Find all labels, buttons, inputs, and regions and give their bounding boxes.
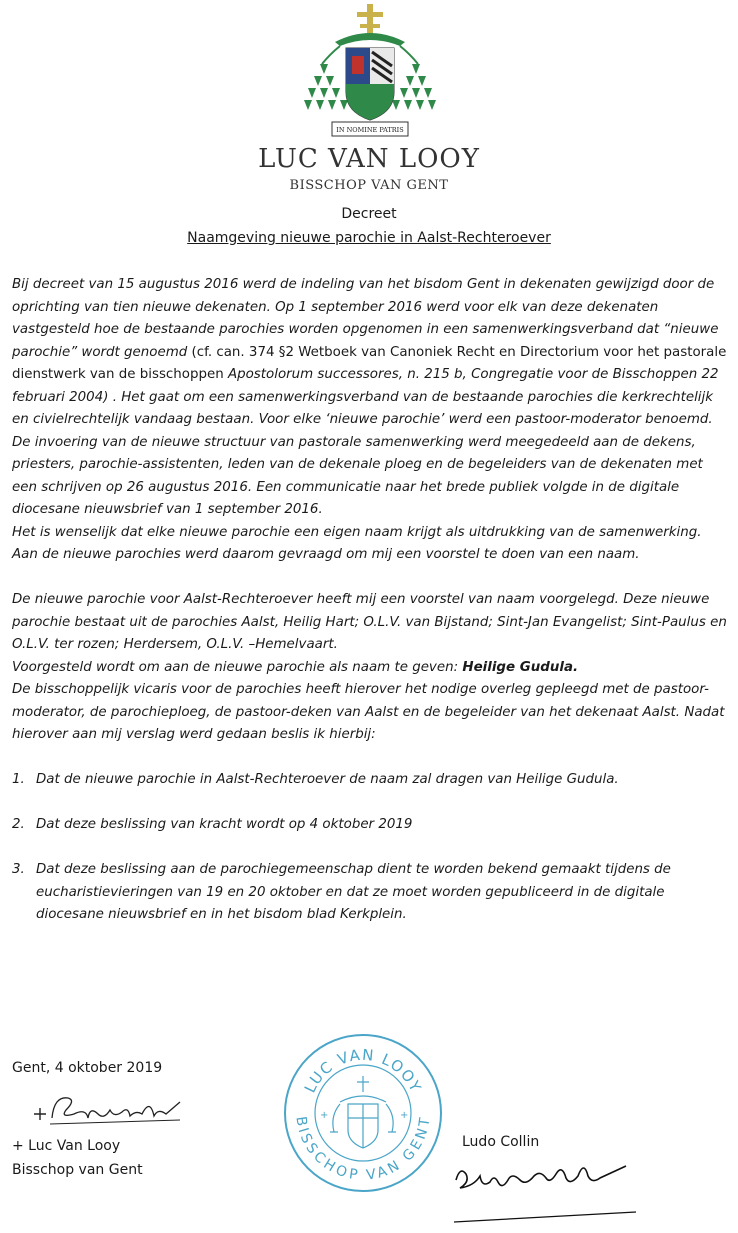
- official-stamp-icon: [282, 1032, 444, 1194]
- svg-text:+: +: [320, 1110, 329, 1121]
- co-signer-signature-icon: [450, 1152, 640, 1227]
- motto-text: IN NOMINE PATRIS: [336, 126, 404, 134]
- list-item: 3. Dat deze beslissing aan de parochiegemeenschap dient te worden bekend gemaakt tijdens de eucharistievieringen van 19 en 20 oktober en dat ze moet worden gepubliceerd in de digitale diocesane nieuwsbrief en in het bisdom blad Kerkplein.: [12, 862, 671, 922]
- paragraph-3: Het is wenselijk dat elke nieuwe parochie een eigen naam krijgt als uitdrukking van de samenwerking. Aan de nieuwe parochies werd daarom gevraagd om mij een voorstel te doen van een naam.: [12, 524, 702, 562]
- document-type: Decreet: [341, 206, 397, 222]
- paragraph-6: De bisschoppelijk vicaris voor de parochies heeft hierover het nodige overleg gepleegd met de pastoor-moderator, de parochieploeg, de pastoor-deken van Aalst en de begeleider van het dekenaat Aalst. Nadat hierover aan mij verslag werd gedaan beslis ik hierbij:: [12, 682, 725, 742]
- place-date: Gent, 4 oktober 2019: [12, 1060, 163, 1076]
- signer-name: + Luc Van Looy: [12, 1138, 121, 1154]
- list-item: 2. Dat deze beslissing van kracht wordt op 4 oktober 2019: [12, 817, 413, 832]
- signer-block: [12, 1134, 143, 1182]
- stamp-top-text: LUC VAN LOOY: [300, 1045, 426, 1096]
- paragraph-2: De invoering van de nieuwe structuur van pastorale samenwerking werd meegedeeld aan de dekens, priesters, parochie-assistenten, leden van de dekenale ploeg en de begeleiders van de dekenaten met een schrijven op 26 augustus 2016. Een communicatie naar het brede publiek volgde in de digitale diocesane nieuwsbrief van 1 september 2016.: [12, 434, 703, 517]
- svg-text:+: +: [400, 1110, 409, 1121]
- stamp-bottom-text: BISSCHOP VAN GENT: [292, 1115, 434, 1184]
- paragraph-4: De nieuwe parochie voor Aalst-Rechteroever heeft mij een voorstel van naam voorgelegd. Deze nieuwe parochie bestaat uit de parochies Aalst, Heilig Hart; O.L.V. van Bijstand; Sint-Jan Evangelist; Sint-Paulus en O.L.V. ter rozen; Herdersem, O.L.V. –Hemelvaart.: [12, 592, 727, 652]
- bishop-signature-icon: [30, 1088, 200, 1133]
- decision-list: [12, 769, 728, 927]
- bishop-name-heading: LUC VAN LOOY: [258, 144, 480, 174]
- paragraph-5: Voorgesteld wordt om aan de nieuwe parochie als naam te geven: Heilige Gudula.: [12, 659, 579, 675]
- decree-body: [12, 274, 728, 949]
- co-signer-name: Ludo Collin: [462, 1134, 540, 1150]
- document-subject: Naamgeving nieuwe parochie in Aalst-Rechteroever: [187, 230, 551, 246]
- list-item: 1. Dat de nieuwe parochie in Aalst-Rechteroever de naam zal dragen van Heilige Gudula.: [12, 772, 619, 787]
- coat-of-arms-icon: [300, 4, 440, 144]
- paragraph-1: Bij decreet van 15 augustus 2016 werd de indeling van het bisdom Gent in dekenaten gewijzigd door de oprichting van tien nieuwe dekenaten. Op 1 september 2016 werd voor elk van deze dekenaten vastgesteld hoe de bestaande parochies worden opgenomen in een samenwerkingsverband dat “nieuwe parochie” wordt genoemd (cf. can. 374 §2 Wetboek van Canoniek Recht en Directorium voor het pastorale dienstwerk van de bisschoppen Apostolorum successores, n. 215 b, Congregatie voor de Bisschoppen 22 februari 2004) . Het gaat om een samenwerkingsverband van de bestaande parochies die kerkrechtelijk en civielrechtelijk vandaag bestaan. Voor elke ‘nieuwe parochie’ werd een pastoor-moderator benoemd.: [12, 277, 727, 427]
- signer-title: Bisschop van Gent: [12, 1162, 143, 1178]
- bishop-title: BISSCHOP VAN GENT: [289, 178, 449, 193]
- parish-name: Heilige Gudula.: [462, 659, 579, 675]
